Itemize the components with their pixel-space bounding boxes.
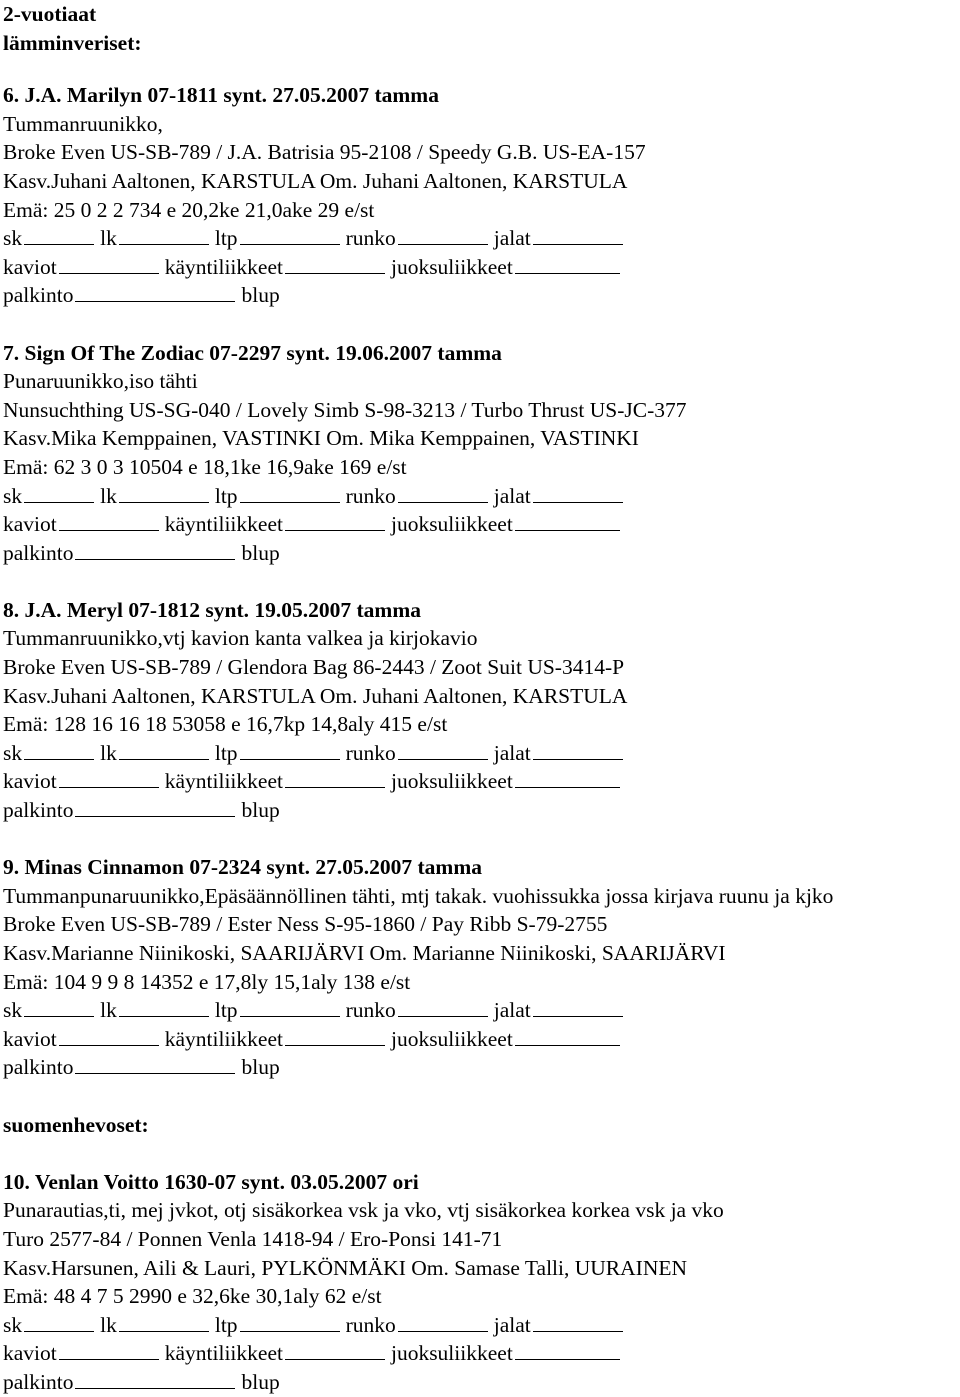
label-sk: sk	[3, 740, 23, 765]
horse-color: Tummanruunikko,	[3, 111, 163, 136]
blank-juoksuliikkeet[interactable]	[515, 255, 620, 274]
horse-color: Punaruunikko,iso tähti	[3, 369, 198, 394]
blank-runko[interactable]	[398, 226, 488, 245]
blank-palkinto[interactable]	[75, 798, 235, 817]
horse-dam: Emä: 104 9 9 8 14352 e 17,8ly 15,1aly 138 e/st	[3, 969, 411, 994]
score-row-1	[3, 482, 959, 511]
label-palkinto: palkinto	[3, 283, 74, 308]
score-row-3	[3, 796, 959, 825]
horse-dam: Emä: 25 0 2 2 734 e 20,2ke 21,0ake 29 e/st	[3, 197, 375, 222]
horse-title: 6. J.A. Marilyn 07-1811 synt. 27.05.2007 tamma	[3, 83, 439, 108]
score-row-2	[3, 1339, 959, 1368]
label-jalat: jalat	[493, 226, 531, 251]
blank-runko[interactable]	[398, 484, 488, 503]
label-kaviot: kaviot	[3, 1341, 57, 1366]
label-jalat: jalat	[493, 483, 531, 508]
blank-lk[interactable]	[119, 226, 209, 245]
horse-breeder-owner: Kasv.Juhani Aaltonen, KARSTULA Om. Juhani Aaltonen, KARSTULA	[3, 168, 628, 193]
blank-lk[interactable]	[119, 998, 209, 1017]
blank-palkinto[interactable]	[75, 283, 235, 302]
blank-kaviot[interactable]	[59, 255, 159, 274]
label-palkinto: palkinto	[3, 1055, 74, 1080]
label-blup: blup	[241, 798, 280, 823]
blank-sk[interactable]	[24, 998, 94, 1017]
label-palkinto: palkinto	[3, 798, 74, 823]
blank-palkinto[interactable]	[75, 1055, 235, 1074]
label-juoksuliikkeet: juoksuliikkeet	[390, 512, 513, 537]
blank-sk[interactable]	[24, 226, 94, 245]
label-juoksuliikkeet: juoksuliikkeet	[390, 1341, 513, 1366]
score-row-3	[3, 539, 959, 568]
horse-pedigree: Nunsuchthing US-SG-040 / Lovely Simb S-98-3213 / Turbo Thrust US-JC-377	[3, 397, 687, 422]
label-lk: lk	[100, 998, 117, 1023]
horse-entry-10	[3, 1168, 959, 1397]
blank-kaviot[interactable]	[59, 1027, 159, 1046]
horse-color: Punarautias,ti, mej jvkot, otj sisäkorkea vsk ja vko, vtj sisäkorkea korkea vsk ja vko	[3, 1198, 724, 1223]
label-kaviot: kaviot	[3, 512, 57, 537]
label-lk: lk	[100, 226, 117, 251]
blank-runko[interactable]	[398, 1313, 488, 1332]
blank-ltp[interactable]	[240, 1313, 340, 1332]
heading-line-2: lämminveriset:	[3, 30, 142, 55]
horse-breeder-owner: Kasv.Mika Kemppainen, VASTINKI Om. Mika Kemppainen, VASTINKI	[3, 426, 639, 451]
label-blup: blup	[241, 1055, 280, 1080]
horse-entry-8	[3, 596, 959, 825]
horse-pedigree: Broke Even US-SB-789 / Glendora Bag 86-2443 / Zoot Suit US-3414-P	[3, 655, 625, 680]
label-sk: sk	[3, 1312, 23, 1337]
label-runko: runko	[345, 998, 396, 1023]
horse-breeder-owner: Kasv.Juhani Aaltonen, KARSTULA Om. Juhani Aaltonen, KARSTULA	[3, 683, 628, 708]
label-kaviot: kaviot	[3, 1026, 57, 1051]
label-runko: runko	[345, 740, 396, 765]
section-heading-suomenhevoset: suomenhevoset:	[3, 1112, 149, 1137]
score-row-3	[3, 1368, 959, 1397]
score-row-2	[3, 767, 959, 796]
label-ltp: ltp	[214, 226, 238, 251]
horse-pedigree: Broke Even US-SB-789 / J.A. Batrisia 95-2108 / Speedy G.B. US-EA-157	[3, 140, 646, 165]
label-lk: lk	[100, 1312, 117, 1337]
horse-entry-7	[3, 339, 959, 568]
blank-lk[interactable]	[119, 1313, 209, 1332]
horse-color: Tummanruunikko,vtj kavion kanta valkea ja kirjokavio	[3, 626, 478, 651]
horse-title: 10. Venlan Voitto 1630-07 synt. 03.05.2007 ori	[3, 1169, 419, 1194]
blank-kayntiliikkeet[interactable]	[285, 769, 385, 788]
document	[3, 0, 959, 1397]
label-jalat: jalat	[493, 1312, 531, 1337]
label-ltp: ltp	[214, 1312, 238, 1337]
blank-kayntiliikkeet[interactable]	[285, 255, 385, 274]
blank-runko[interactable]	[398, 998, 488, 1017]
label-juoksuliikkeet: juoksuliikkeet	[390, 769, 513, 794]
label-sk: sk	[3, 998, 23, 1023]
label-kayntiliikkeet: käyntiliikkeet	[164, 1026, 283, 1051]
label-jalat: jalat	[493, 740, 531, 765]
label-sk: sk	[3, 226, 23, 251]
label-juoksuliikkeet: juoksuliikkeet	[390, 254, 513, 279]
horse-pedigree: Broke Even US-SB-789 / Ester Ness S-95-1860 / Pay Ribb S-79-2755	[3, 912, 608, 937]
blank-ltp[interactable]	[240, 226, 340, 245]
label-blup: blup	[241, 283, 280, 308]
blank-palkinto[interactable]	[75, 541, 235, 560]
blank-kaviot[interactable]	[59, 512, 159, 531]
label-lk: lk	[100, 483, 117, 508]
horse-entry-9	[3, 853, 959, 1082]
horse-pedigree: Turo 2577-84 / Ponnen Venla 1418-94 / Ero-Ponsi 141-71	[3, 1226, 503, 1251]
blank-sk[interactable]	[24, 741, 94, 760]
blank-jalat[interactable]	[533, 741, 623, 760]
horse-breeder-owner: Kasv.Marianne Niinikoski, SAARIJÄRVI Om. Marianne Niinikoski, SAARIJÄRVI	[3, 941, 726, 965]
blank-juoksuliikkeet[interactable]	[515, 769, 620, 788]
label-ltp: ltp	[214, 740, 238, 765]
blank-ltp[interactable]	[240, 484, 340, 503]
label-palkinto: palkinto	[3, 1369, 74, 1394]
label-blup: blup	[241, 540, 280, 565]
blank-runko[interactable]	[398, 741, 488, 760]
blank-lk[interactable]	[119, 741, 209, 760]
label-palkinto: palkinto	[3, 540, 74, 565]
blank-kayntiliikkeet[interactable]	[285, 1341, 385, 1360]
blank-ltp[interactable]	[240, 998, 340, 1017]
horse-dam: Emä: 128 16 16 18 53058 e 16,7kp 14,8aly 415 e/st	[3, 712, 448, 737]
label-ltp: ltp	[214, 998, 238, 1023]
label-sk: sk	[3, 483, 23, 508]
horse-title: 7. Sign Of The Zodiac 07-2297 synt. 19.06.2007 tamma	[3, 340, 502, 365]
blank-jalat[interactable]	[533, 1313, 623, 1332]
blank-ltp[interactable]	[240, 741, 340, 760]
horse-color: Tummanpunaruunikko,Epäsäännöllinen tähti, mtj takak. vuohissukka jossa kirjava ruunu ja kjko	[3, 883, 834, 908]
blank-juoksuliikkeet[interactable]	[515, 512, 620, 531]
label-lk: lk	[100, 740, 117, 765]
score-row-2	[3, 253, 959, 282]
blank-palkinto[interactable]	[75, 1370, 235, 1389]
label-kaviot: kaviot	[3, 254, 57, 279]
horse-entry-6	[3, 81, 959, 310]
horse-dam: Emä: 62 3 0 3 10504 e 18,1ke 16,9ake 169 e/st	[3, 454, 407, 479]
blank-kaviot[interactable]	[59, 769, 159, 788]
label-juoksuliikkeet: juoksuliikkeet	[390, 1026, 513, 1051]
horse-breeder-owner: Kasv.Harsunen, Aili & Lauri, PYLKÖNMÄKI Om. Samase Talli, UURAINEN	[3, 1255, 688, 1280]
blank-lk[interactable]	[119, 484, 209, 503]
blank-juoksuliikkeet[interactable]	[515, 1027, 620, 1046]
score-row-2	[3, 1025, 959, 1054]
horse-dam: Emä: 48 4 7 5 2990 e 32,6ke 30,1aly 62 e/st	[3, 1284, 382, 1309]
label-ltp: ltp	[214, 483, 238, 508]
score-row-3	[3, 281, 959, 310]
label-kayntiliikkeet: käyntiliikkeet	[164, 769, 283, 794]
blank-kaviot[interactable]	[59, 1341, 159, 1360]
label-runko: runko	[345, 1312, 396, 1337]
blank-kayntiliikkeet[interactable]	[285, 512, 385, 531]
blank-jalat[interactable]	[533, 998, 623, 1017]
blank-jalat[interactable]	[533, 226, 623, 245]
score-row-3	[3, 1053, 959, 1082]
label-kayntiliikkeet: käyntiliikkeet	[164, 1341, 283, 1366]
label-kaviot: kaviot	[3, 769, 57, 794]
label-blup: blup	[241, 1369, 280, 1394]
label-runko: runko	[345, 483, 396, 508]
blank-jalat[interactable]	[533, 484, 623, 503]
score-row-1	[3, 224, 959, 253]
score-row-1	[3, 996, 959, 1025]
score-row-1	[3, 739, 959, 768]
blank-juoksuliikkeet[interactable]	[515, 1341, 620, 1360]
horse-title: 9. Minas Cinnamon 07-2324 synt. 27.05.2007 tamma	[3, 855, 482, 880]
label-runko: runko	[345, 226, 396, 251]
horse-title: 8. J.A. Meryl 07-1812 synt. 19.05.2007 tamma	[3, 597, 422, 622]
blank-kayntiliikkeet[interactable]	[285, 1027, 385, 1046]
blank-sk[interactable]	[24, 1313, 94, 1332]
label-jalat: jalat	[493, 998, 531, 1023]
label-kayntiliikkeet: käyntiliikkeet	[164, 512, 283, 537]
heading-line-1: 2-vuotiaat	[3, 2, 97, 26]
score-row-1	[3, 1311, 959, 1340]
label-kayntiliikkeet: käyntiliikkeet	[164, 254, 283, 279]
score-row-2	[3, 510, 959, 539]
blank-sk[interactable]	[24, 484, 94, 503]
